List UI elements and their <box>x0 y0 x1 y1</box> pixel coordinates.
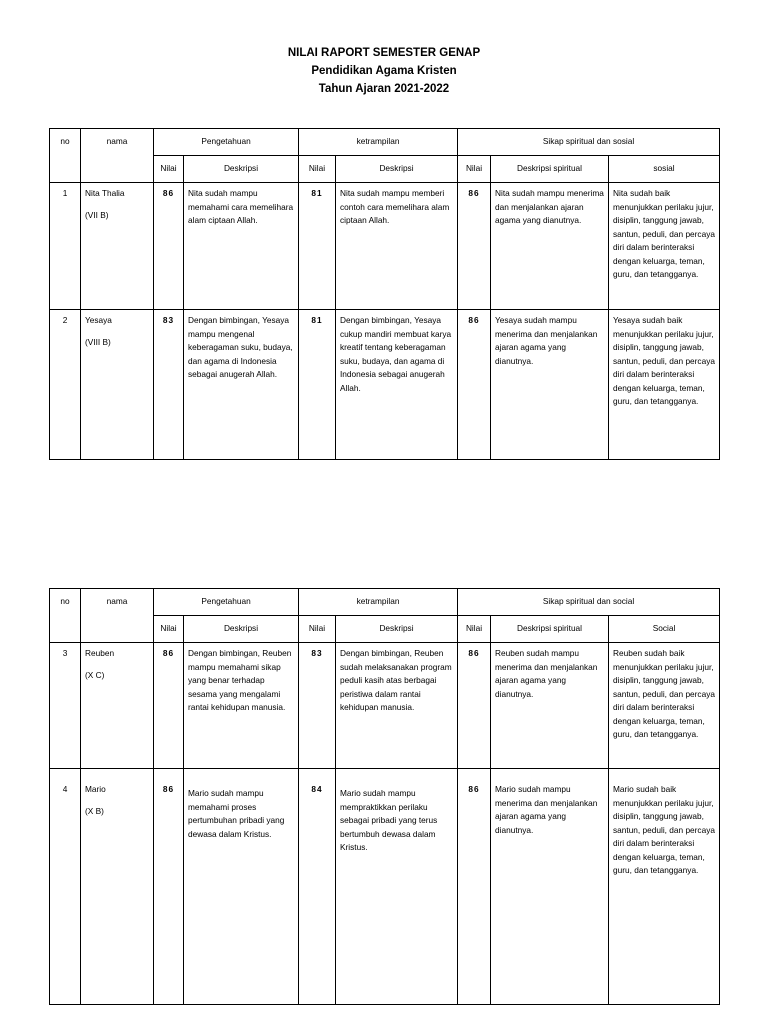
ketrampilan-description: Dengan bimbingan, Yesaya cukup mandiri membuat karya kreatif tentang keberagaman suku, budaya, dan agama di Indonesia sebagai anugerah Allah. <box>336 310 458 460</box>
pengetahuan-score: 86 <box>154 183 184 310</box>
col-header-sosial: sosial <box>609 156 720 183</box>
document-subject: Pendidikan Agama Kristen <box>311 65 457 77</box>
col-header-pengetahuan: Pengetahuan <box>154 589 299 616</box>
spiritual-score: 86 <box>458 643 491 769</box>
col-header-pengetahuan: Pengetahuan <box>154 129 299 156</box>
table-row <box>50 643 720 769</box>
student-name-cell <box>81 769 154 1005</box>
table-row <box>50 310 720 460</box>
spiritual-score: 86 <box>458 183 491 310</box>
sosial-description: Yesaya sudah baik menunjukkan perilaku jujur, disiplin, tanggung jawab, santun, peduli, dan percaya diri dalam berinteraksi dengan keluarga, teman, guru, dan tetangganya. <box>609 310 720 460</box>
table-row <box>50 769 720 1005</box>
document-title: NILAI RAPORT SEMESTER GENAP <box>287 47 481 59</box>
pengetahuan-description: Mario sudah mampu memahami proses pertumbuhan pribadi yang dewasa dalam Kristus. <box>184 769 299 1005</box>
col-header-nama: nama <box>81 589 154 643</box>
student-name: Nita Thalia <box>85 188 125 198</box>
col-header-pengetahuan-deskripsi: Deskripsi <box>184 616 299 643</box>
ketrampilan-description: Nita sudah mampu memberi contoh cara memelihara alam ciptaan Allah. <box>336 183 458 310</box>
pengetahuan-score: 86 <box>154 769 184 1005</box>
ketrampilan-score: 83 <box>299 643 336 769</box>
col-header-no: no <box>50 129 81 183</box>
spiritual-description: Reuben sudah mampu menerima dan menjalankan ajaran agama yang dianutnya. <box>491 643 609 769</box>
pengetahuan-description: Dengan bimbingan, Reuben mampu memahami sikap yang benar terhadap sesama yang mengalami rantai kehidupan manusia. <box>184 643 299 769</box>
pengetahuan-description: Nita sudah mampu memahami cara memelihara alam ciptaan Allah. <box>184 183 299 310</box>
col-header-sosial: Social <box>609 616 720 643</box>
student-class: (X B) <box>85 805 104 816</box>
student-name: Mario <box>85 784 106 794</box>
col-header-ketrampilan-nilai: Nilai <box>299 156 336 183</box>
grades-table-1 <box>49 128 720 460</box>
col-header-pengetahuan-nilai: Nilai <box>154 156 184 183</box>
col-header-pengetahuan-nilai: Nilai <box>154 616 184 643</box>
spiritual-description: Nita sudah mampu menerima dan menjalankan ajaran agama yang dianutnya. <box>491 183 609 310</box>
student-class: (X C) <box>85 669 105 680</box>
col-header-pengetahuan-deskripsi: Deskripsi <box>184 156 299 183</box>
col-header-deskripsi-spiritual: Deskripsi spiritual <box>491 156 609 183</box>
table-header-row <box>50 589 720 616</box>
col-header-ketrampilan-nilai: Nilai <box>299 616 336 643</box>
student-name: Reuben <box>85 648 115 658</box>
table-row <box>50 183 720 310</box>
spiritual-description: Mario sudah mampu menerima dan menjalankan ajaran agama yang dianutnya. <box>491 769 609 1005</box>
pengetahuan-score: 86 <box>154 643 184 769</box>
col-header-spiritual-nilai: Nilai <box>458 616 491 643</box>
row-no: 4 <box>50 769 81 1005</box>
student-name-cell <box>81 310 154 460</box>
col-header-ketrampilan-deskripsi: Deskripsi <box>336 156 458 183</box>
document-year: Tahun Ajaran 2021-2022 <box>318 83 450 95</box>
sosial-description: Mario sudah baik menunjukkan perilaku jujur, disiplin, tanggung jawab, santun, peduli, dan percaya diri dalam berinteraksi dengan keluarga, teman, guru, dan tetangganya. <box>609 769 720 1005</box>
pengetahuan-description: Dengan bimbingan, Yesaya mampu mengenal keberagaman suku, budaya, dan agama di Indonesia sebagai anugerah Allah. <box>184 310 299 460</box>
document-header <box>0 44 768 98</box>
col-header-ketrampilan-deskripsi: Deskripsi <box>336 616 458 643</box>
col-header-nama: nama <box>81 129 154 183</box>
col-header-ketrampilan: ketrampilan <box>299 129 458 156</box>
spiritual-score: 86 <box>458 310 491 460</box>
grades-table-2 <box>49 588 720 1005</box>
col-header-deskripsi-spiritual: Deskripsi spiritual <box>491 616 609 643</box>
col-header-sikap: Sikap spiritual dan social <box>458 589 720 616</box>
student-name: Yesaya <box>85 315 112 325</box>
col-header-ketrampilan: ketrampilan <box>299 589 458 616</box>
sosial-description: Nita sudah baik menunjukkan perilaku jujur, disiplin, tanggung jawab, santun, peduli, dan percaya diri dalam berinteraksi dengan keluarga, teman, guru, dan tetangganya. <box>609 183 720 310</box>
ketrampilan-description: Mario sudah mampu mempraktikkan perilaku sebagai pribadi yang terus bertumbuh dewasa dalam Kristus. <box>336 769 458 1005</box>
spiritual-description: Yesaya sudah mampu menerima dan menjalankan ajaran agama yang dianutnya. <box>491 310 609 460</box>
student-class: (VII B) <box>85 209 109 220</box>
sosial-description: Reuben sudah baik menunjukkan perilaku jujur, disiplin, tanggung jawab, santun, peduli, dan percaya diri dalam berinteraksi dengan keluarga, teman, guru, dan tetangganya. <box>609 643 720 769</box>
col-header-no: no <box>50 589 81 643</box>
spiritual-score: 86 <box>458 769 491 1005</box>
ketrampilan-score: 84 <box>299 769 336 1005</box>
col-header-sikap: Sikap spiritual dan sosial <box>458 129 720 156</box>
student-name-cell <box>81 183 154 310</box>
table-header-row <box>50 129 720 156</box>
ketrampilan-score: 81 <box>299 183 336 310</box>
col-header-spiritual-nilai: Nilai <box>458 156 491 183</box>
row-no: 2 <box>50 310 81 460</box>
pengetahuan-score: 83 <box>154 310 184 460</box>
row-no: 3 <box>50 643 81 769</box>
student-class: (VIII B) <box>85 336 111 347</box>
row-no: 1 <box>50 183 81 310</box>
student-name-cell <box>81 643 154 769</box>
ketrampilan-description: Dengan bimbingan, Reuben sudah melaksanakan program peduli kasih atas berbagai peristiwa dalam rantai kehidupan manusia. <box>336 643 458 769</box>
ketrampilan-score: 81 <box>299 310 336 460</box>
